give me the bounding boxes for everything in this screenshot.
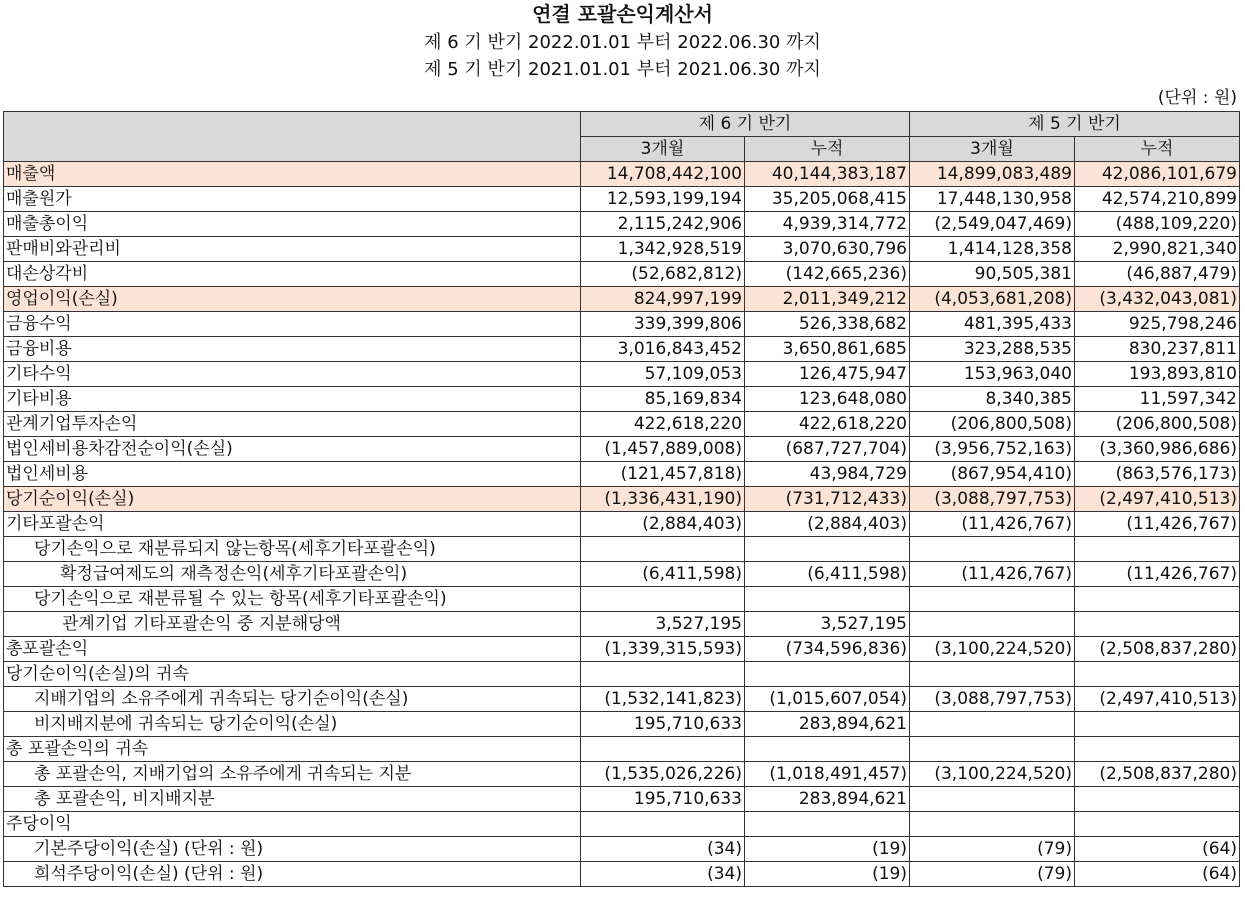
cell-current-cum xyxy=(745,587,910,612)
cell-prior-3m: (11,426,767) xyxy=(910,512,1075,537)
cell-current-cum: 283,894,621 xyxy=(745,712,910,737)
cell-current-3m xyxy=(581,812,745,837)
cell-prior-3m xyxy=(910,587,1075,612)
cell-current-3m: (1,532,141,823) xyxy=(581,687,745,712)
row-label: 희석주당이익(손실) (단위 : 원) xyxy=(4,862,581,887)
header-group-prior: 제 5 기 반기 xyxy=(910,112,1240,137)
cell-current-cum: 3,650,861,685 xyxy=(745,337,910,362)
cell-current-cum: (734,596,836) xyxy=(745,637,910,662)
cell-current-3m: 422,618,220 xyxy=(581,412,745,437)
cell-prior-cum xyxy=(1075,537,1240,562)
table-row xyxy=(4,162,1240,187)
row-label: 법인세비용 xyxy=(4,462,581,487)
cell-current-cum: 123,648,080 xyxy=(745,387,910,412)
table-row xyxy=(4,812,1240,837)
table-row xyxy=(4,487,1240,512)
cell-prior-cum: (2,497,410,513) xyxy=(1075,487,1240,512)
cell-prior-cum: (64) xyxy=(1075,862,1240,887)
table-row xyxy=(4,537,1240,562)
cell-current-3m xyxy=(581,662,745,687)
cell-current-3m: (52,682,812) xyxy=(581,262,745,287)
cell-prior-3m xyxy=(910,662,1075,687)
cell-prior-3m: 17,448,130,958 xyxy=(910,187,1075,212)
cell-current-3m: 14,708,442,100 xyxy=(581,162,745,187)
table-row xyxy=(4,762,1240,787)
cell-current-cum: (2,884,403) xyxy=(745,512,910,537)
cell-current-3m: 85,169,834 xyxy=(581,387,745,412)
header-account xyxy=(4,112,581,162)
row-label: 영업이익(손실) xyxy=(4,287,581,312)
cell-prior-cum: 830,237,811 xyxy=(1075,337,1240,362)
cell-prior-cum xyxy=(1075,712,1240,737)
cell-prior-cum: 42,086,101,679 xyxy=(1075,162,1240,187)
cell-prior-cum xyxy=(1075,662,1240,687)
cell-current-3m: (121,457,818) xyxy=(581,462,745,487)
row-label: 비지배지분에 귀속되는 당기순이익(손실) xyxy=(4,712,581,737)
cell-current-cum: 3,070,630,796 xyxy=(745,237,910,262)
cell-current-cum: 126,475,947 xyxy=(745,362,910,387)
table-row xyxy=(4,862,1240,887)
cell-current-cum: 422,618,220 xyxy=(745,412,910,437)
cell-current-cum: (142,665,236) xyxy=(745,262,910,287)
cell-current-cum xyxy=(745,737,910,762)
cell-prior-3m: 14,899,083,489 xyxy=(910,162,1075,187)
cell-prior-3m: (11,426,767) xyxy=(910,562,1075,587)
row-label: 당기순이익(손실)의 귀속 xyxy=(4,662,581,687)
cell-current-3m: 824,997,199 xyxy=(581,287,745,312)
cell-current-3m: 195,710,633 xyxy=(581,787,745,812)
cell-current-3m: 2,115,242,906 xyxy=(581,212,745,237)
cell-prior-cum: (863,576,173) xyxy=(1075,462,1240,487)
table-row xyxy=(4,437,1240,462)
cell-current-cum: 283,894,621 xyxy=(745,787,910,812)
cell-prior-cum xyxy=(1075,812,1240,837)
cell-current-cum: (687,727,704) xyxy=(745,437,910,462)
row-label: 매출원가 xyxy=(4,187,581,212)
cell-prior-cum xyxy=(1075,587,1240,612)
period-prior: 제 5 기 반기 2021.01.01 부터 2021.06.30 까지 xyxy=(424,59,821,80)
table-row xyxy=(4,787,1240,812)
cell-current-3m: (2,884,403) xyxy=(581,512,745,537)
table-row xyxy=(4,412,1240,437)
row-label: 대손상각비 xyxy=(4,262,581,287)
table-row xyxy=(4,312,1240,337)
row-label: 당기손익으로 재분류되지 않는항목(세후기타포괄손익) xyxy=(4,537,581,562)
cell-current-3m: (34) xyxy=(581,837,745,862)
table-row xyxy=(4,462,1240,487)
cell-prior-3m: 8,340,385 xyxy=(910,387,1075,412)
row-label: 금융수익 xyxy=(4,312,581,337)
header-prior-cum: 누적 xyxy=(1075,137,1240,162)
cell-current-cum xyxy=(745,662,910,687)
cell-prior-cum xyxy=(1075,787,1240,812)
cell-prior-3m xyxy=(910,812,1075,837)
table-row xyxy=(4,737,1240,762)
cell-current-cum: (1,018,491,457) xyxy=(745,762,910,787)
header-prior-3m: 3개월 xyxy=(910,137,1075,162)
header-row-groups xyxy=(4,112,1240,137)
statement-title: 연결 포괄손익계산서 xyxy=(532,2,713,26)
cell-prior-3m xyxy=(910,612,1075,637)
cell-current-cum: 43,984,729 xyxy=(745,462,910,487)
cell-prior-3m: (867,954,410) xyxy=(910,462,1075,487)
cell-current-3m: 3,527,195 xyxy=(581,612,745,637)
table-row xyxy=(4,187,1240,212)
row-label: 총 포괄손익, 지배기업의 소유주에게 귀속되는 지분 xyxy=(4,762,581,787)
cell-prior-3m: (79) xyxy=(910,837,1075,862)
row-label: 지배기업의 소유주에게 귀속되는 당기순이익(손실) xyxy=(4,687,581,712)
cell-current-cum: (6,411,598) xyxy=(745,562,910,587)
row-label: 총 포괄손익의 귀속 xyxy=(4,737,581,762)
table-row xyxy=(4,287,1240,312)
cell-prior-cum: (3,432,043,081) xyxy=(1075,287,1240,312)
table-row xyxy=(4,712,1240,737)
cell-current-cum: (731,712,433) xyxy=(745,487,910,512)
cell-prior-cum: (11,426,767) xyxy=(1075,512,1240,537)
income-statement-table xyxy=(3,111,1240,887)
cell-current-3m: (1,339,315,593) xyxy=(581,637,745,662)
table-row xyxy=(4,687,1240,712)
cell-prior-3m xyxy=(910,787,1075,812)
cell-current-cum: 2,011,349,212 xyxy=(745,287,910,312)
period-current: 제 6 기 반기 2022.01.01 부터 2022.06.30 까지 xyxy=(424,32,821,53)
cell-prior-cum: 193,893,810 xyxy=(1075,362,1240,387)
table-row xyxy=(4,837,1240,862)
table-row xyxy=(4,562,1240,587)
row-label: 관계기업투자손익 xyxy=(4,412,581,437)
cell-prior-cum: (3,360,986,686) xyxy=(1075,437,1240,462)
row-label: 관계기업 기타포괄손익 중 지분해당액 xyxy=(4,612,581,637)
cell-prior-cum: (206,800,508) xyxy=(1075,412,1240,437)
cell-current-cum xyxy=(745,812,910,837)
cell-prior-cum: 925,798,246 xyxy=(1075,312,1240,337)
cell-current-3m xyxy=(581,587,745,612)
cell-prior-cum: (2,497,410,513) xyxy=(1075,687,1240,712)
cell-current-3m: (1,457,889,008) xyxy=(581,437,745,462)
cell-current-3m: 3,016,843,452 xyxy=(581,337,745,362)
cell-current-cum: 35,205,068,415 xyxy=(745,187,910,212)
row-label: 주당이익 xyxy=(4,812,581,837)
cell-current-cum: (1,015,607,054) xyxy=(745,687,910,712)
cell-prior-3m: 90,505,381 xyxy=(910,262,1075,287)
cell-prior-cum: (46,887,479) xyxy=(1075,262,1240,287)
cell-prior-cum: 2,990,821,340 xyxy=(1075,237,1240,262)
cell-current-cum: 40,144,383,187 xyxy=(745,162,910,187)
cell-prior-cum xyxy=(1075,612,1240,637)
table-row xyxy=(4,337,1240,362)
row-label: 매출총이익 xyxy=(4,212,581,237)
row-label: 기타비용 xyxy=(4,387,581,412)
header-current-3m: 3개월 xyxy=(581,137,745,162)
cell-current-cum: 3,527,195 xyxy=(745,612,910,637)
row-label: 당기순이익(손실) xyxy=(4,487,581,512)
row-label: 당기손익으로 재분류될 수 있는 항목(세후기타포괄손익) xyxy=(4,587,581,612)
row-label: 총 포괄손익, 비지배지분 xyxy=(4,787,581,812)
cell-prior-3m: (3,956,752,163) xyxy=(910,437,1075,462)
cell-prior-cum: (2,508,837,280) xyxy=(1075,762,1240,787)
cell-current-cum: (19) xyxy=(745,862,910,887)
row-label: 판매비와관리비 xyxy=(4,237,581,262)
cell-prior-3m xyxy=(910,737,1075,762)
table-row xyxy=(4,587,1240,612)
cell-prior-3m: (3,088,797,753) xyxy=(910,687,1075,712)
unit-label: (단위 : 원) xyxy=(1157,88,1237,108)
cell-prior-3m: 1,414,128,358 xyxy=(910,237,1075,262)
cell-prior-cum: (2,508,837,280) xyxy=(1075,637,1240,662)
cell-current-3m: 195,710,633 xyxy=(581,712,745,737)
cell-current-3m: (6,411,598) xyxy=(581,562,745,587)
cell-current-3m xyxy=(581,537,745,562)
cell-prior-cum: (488,109,220) xyxy=(1075,212,1240,237)
cell-prior-3m: (206,800,508) xyxy=(910,412,1075,437)
cell-current-cum: 526,338,682 xyxy=(745,312,910,337)
cell-current-cum: 4,939,314,772 xyxy=(745,212,910,237)
cell-current-3m: 12,593,199,194 xyxy=(581,187,745,212)
cell-prior-3m: (3,088,797,753) xyxy=(910,487,1075,512)
cell-prior-3m: (3,100,224,520) xyxy=(910,637,1075,662)
row-label: 금융비용 xyxy=(4,337,581,362)
cell-current-3m: 57,109,053 xyxy=(581,362,745,387)
row-label: 기타포괄손익 xyxy=(4,512,581,537)
cell-current-3m: (1,535,026,226) xyxy=(581,762,745,787)
row-label: 기본주당이익(손실) (단위 : 원) xyxy=(4,837,581,862)
cell-prior-cum: 11,597,342 xyxy=(1075,387,1240,412)
table-row xyxy=(4,212,1240,237)
table-row xyxy=(4,512,1240,537)
cell-prior-3m: (3,100,224,520) xyxy=(910,762,1075,787)
cell-prior-3m: (79) xyxy=(910,862,1075,887)
table-row xyxy=(4,612,1240,637)
cell-current-3m: (1,336,431,190) xyxy=(581,487,745,512)
header-current-cum: 누적 xyxy=(745,137,910,162)
cell-prior-3m xyxy=(910,537,1075,562)
cell-current-3m: 1,342,928,519 xyxy=(581,237,745,262)
cell-current-3m: (34) xyxy=(581,862,745,887)
row-label: 확정급여제도의 재측정손익(세후기타포괄손익) xyxy=(4,562,581,587)
cell-current-3m xyxy=(581,737,745,762)
cell-current-cum: (19) xyxy=(745,837,910,862)
row-label: 법인세비용차감전순이익(손실) xyxy=(4,437,581,462)
header-group-current: 제 6 기 반기 xyxy=(581,112,910,137)
cell-prior-cum: (11,426,767) xyxy=(1075,562,1240,587)
cell-prior-cum: 42,574,210,899 xyxy=(1075,187,1240,212)
table-row xyxy=(4,387,1240,412)
cell-prior-3m: 153,963,040 xyxy=(910,362,1075,387)
row-label: 총포괄손익 xyxy=(4,637,581,662)
row-label: 기타수익 xyxy=(4,362,581,387)
table-row xyxy=(4,637,1240,662)
cell-current-cum xyxy=(745,537,910,562)
row-label: 매출액 xyxy=(4,162,581,187)
table-row xyxy=(4,262,1240,287)
cell-prior-cum: (64) xyxy=(1075,837,1240,862)
cell-prior-cum xyxy=(1075,737,1240,762)
cell-prior-3m xyxy=(910,712,1075,737)
cell-prior-3m: (4,053,681,208) xyxy=(910,287,1075,312)
table-row xyxy=(4,237,1240,262)
cell-prior-3m: (2,549,047,469) xyxy=(910,212,1075,237)
table-row xyxy=(4,362,1240,387)
cell-prior-3m: 481,395,433 xyxy=(910,312,1075,337)
cell-current-3m: 339,399,806 xyxy=(581,312,745,337)
table-row xyxy=(4,662,1240,687)
cell-prior-3m: 323,288,535 xyxy=(910,337,1075,362)
